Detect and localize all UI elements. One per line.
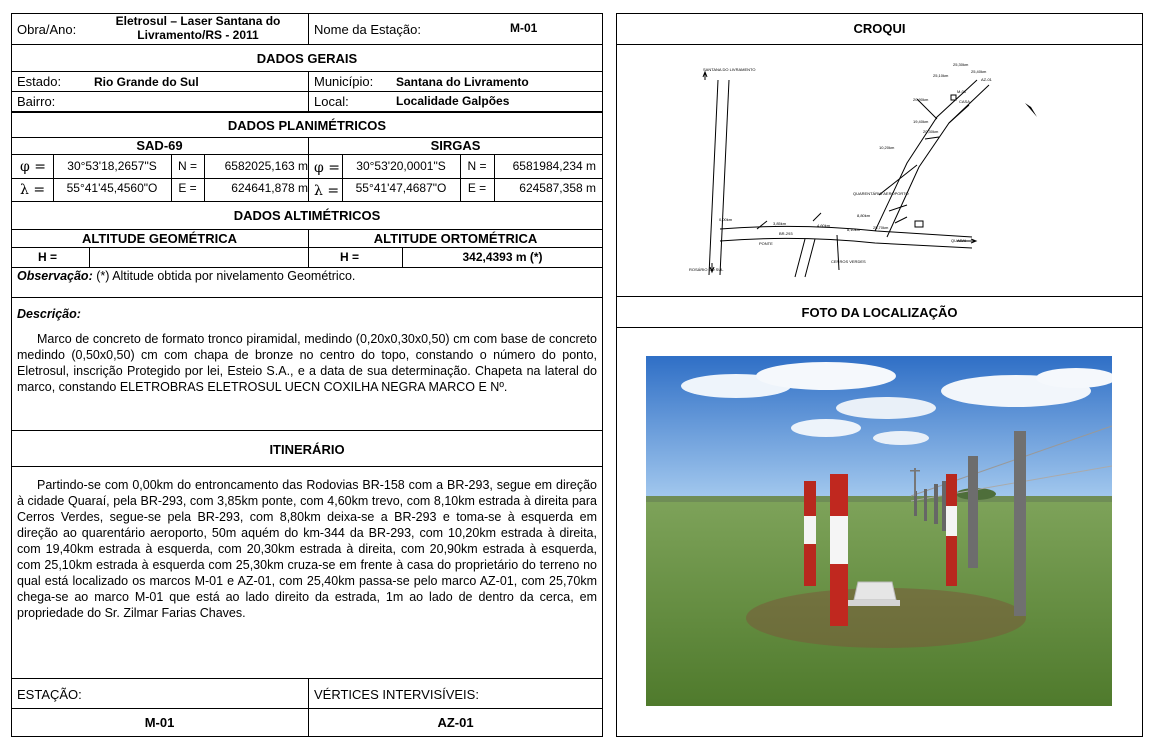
divider [11, 708, 603, 709]
sirgas-title: SIRGAS [430, 138, 481, 153]
footer-estacao-value: M-01 [144, 715, 175, 730]
croqui-label-quarai: QUARAI [951, 238, 967, 243]
planimetricos-title: DADOS PLANIMÉTRICOS [227, 118, 387, 133]
croqui-dist: 0,00km [719, 217, 733, 222]
municipio-value: Santana do Livramento [396, 75, 529, 89]
house-marker-icon [951, 95, 956, 100]
croqui-dist: 8,10km [847, 227, 861, 232]
divider [308, 137, 309, 201]
local-label: Local: [314, 94, 349, 109]
descricao-text: Marco de concreto de formato tronco piramidal, medindo (0,20x0,30x0,50) cm com base de concreto medindo (0,50x0,50) cm com chapa de bronze no centro do topo, constando o número do ponto, Eletrosul, inscrição Protegido por lei, Esteio S.A., e a data de sua determinação. Chapeta na lateral do marco, constando ELETROBRAS ELETROSUL UECN COXILHA NEGRA MARCO E Nº. [17, 332, 597, 394]
divider [11, 44, 603, 45]
ortometrica-h-value: 342,4393 m (*) [462, 250, 543, 264]
sirgas-phi-value: 30°53'20,0001"S [356, 159, 446, 173]
sirgas-lambda-label: λ = [314, 183, 340, 199]
sirgas-n-label: N = [467, 159, 487, 173]
divider [616, 327, 1143, 328]
observacao [17, 269, 355, 283]
footer-vertices-value: AZ-01 [437, 715, 474, 730]
divider [11, 229, 603, 230]
altimetricos-title: DADOS ALTIMÉTRICOS [233, 208, 381, 223]
municipio-label: Município: [314, 74, 374, 89]
sirgas-phi-label: φ = [314, 160, 340, 176]
sad-lambda-value: 55°41'45,4560"O [66, 181, 158, 195]
divider [89, 247, 90, 267]
itinerario-title: ITINERÁRIO [269, 442, 345, 457]
divider [11, 466, 603, 467]
croqui-sketch [617, 45, 1142, 295]
estacao-value: M-01 [510, 21, 538, 35]
obra-label: Obra/Ano: [17, 22, 77, 37]
divider [11, 297, 603, 298]
divider [11, 154, 603, 155]
croqui-dist: 8,80km [857, 213, 871, 218]
foto-title: FOTO DA LOCALIZAÇÃO [801, 305, 958, 320]
croqui-dist: 25,70km [873, 225, 889, 230]
divider [11, 91, 603, 92]
descricao-label-text: Descrição: [17, 307, 81, 321]
croqui-dist: 20,90km [913, 97, 929, 102]
sirgas-n-value: 6581984,234 m [512, 159, 596, 173]
itinerario-text: Partindo-se com 0,00km do entroncamento das Rodovias BR-158 com a BR-293, segue em direção à cidade Quaraí, pela BR-293, com 3,85km ponte, com 4,60km trevo, com 8,10km estrada à direita para Cerros Verdes, segue-se pela BR-293, com 8,80km deixa-se a BR-293 e toma-se à esquerda em direção ao quarentário aeroporto, 50m aquém do km-344 da BR-293, com 10,20km estrada à direita, com 19,40km estrada à esquerda, com 20,30km estrada à direita, com 20,90km estrada à esquerda, com 25,10km estrada à esquerda com 25,30km cruza-se em frente à casa do proprietário do terreno no qual está localizado os marcos M-01 e AZ-01, com 25,40km passa-se pelo marco AZ-01, com 25,70km chega-se ao marco M-01 que está ao lado direito da estrada, 1m ao lado de dentro da cerca, em propriedade do Sr. Zilmar Farias Chaves. [17, 478, 597, 620]
croqui-label-top: SANTANA DO LIVRAMENTO [703, 67, 756, 72]
local-value: Localidade Galpões [396, 94, 510, 108]
sad-n-value: 6582025,163 m [224, 159, 308, 173]
divider [308, 229, 309, 267]
sirgas-lambda-value: 55°41'47,4687"O [355, 181, 447, 195]
sirgas-e-value: 624587,358 m [519, 181, 596, 195]
croqui-title: CROQUI [853, 21, 906, 36]
croqui-label-ponte: PONTE [759, 241, 773, 246]
croqui-dist: 20,30km [923, 129, 939, 134]
ortometrica-h-label: H = [340, 250, 360, 264]
divider [11, 201, 603, 202]
croqui-dist: 19,40km [913, 119, 929, 124]
sad69-title: SAD-69 [136, 138, 183, 153]
croqui-dist: 25,30km [953, 62, 969, 67]
sad-e-value: 624641,878 m [231, 181, 308, 195]
croqui-label-quarentario: QUARENTÁRIO AEROPORTO [853, 191, 909, 196]
croqui-label-br: BR-293 [779, 231, 793, 236]
divider [11, 247, 603, 248]
divider [11, 267, 603, 268]
divider [11, 678, 603, 679]
croqui-dist: 25,40km [971, 69, 987, 74]
observacao-label: Observação: [17, 269, 93, 283]
dados-gerais-title: DADOS GERAIS [256, 51, 358, 66]
descricao-label [17, 307, 81, 321]
sad-phi-label: φ = [20, 159, 46, 175]
obra-line1: Eletrosul – Laser Santana do [115, 14, 281, 28]
geometrica-title: ALTITUDE GEOMÉTRICA [81, 231, 238, 246]
house-marker-icon [915, 221, 923, 227]
location-photo [646, 356, 1112, 706]
divider [11, 111, 603, 113]
croqui-dist: 3,85km [773, 221, 787, 226]
sad-n-label: N = [177, 159, 197, 173]
estacao-label: Nome da Estação: [314, 22, 421, 37]
footer-vertices-label: VÉRTICES INTERVISÍVEIS: [314, 687, 479, 702]
divider [616, 296, 1143, 297]
divider [11, 71, 603, 72]
sad-e-label: E = [178, 181, 197, 195]
croqui-label-bottom: ROSÁRIO DO SUL [689, 267, 724, 272]
geometrica-h-label: H = [38, 250, 58, 264]
croqui-label-m01: M-01 [957, 89, 967, 94]
croqui-label-casa: CASA [959, 99, 970, 104]
sad-lambda-label: λ = [20, 182, 46, 198]
croqui-label-az01: AZ-01 [981, 77, 992, 82]
croqui-dist: 4,60km [817, 223, 831, 228]
estado-label: Estado: [17, 74, 62, 89]
observacao-text: (*) Altitude obtida por nivelamento Geométrico. [96, 269, 356, 283]
obra-value [96, 14, 300, 42]
obra-line2: Livramento/RS - 2011 [137, 28, 259, 42]
croqui-label-cerros: CERROS VERDES [831, 259, 866, 264]
footer-estacao-label: ESTAÇÃO: [17, 687, 82, 702]
divider [11, 178, 603, 179]
divider [308, 13, 309, 44]
estado-value: Rio Grande do Sul [94, 75, 199, 89]
divider [11, 430, 603, 431]
sad-phi-value: 30°53'18,2657"S [67, 159, 157, 173]
sirgas-e-label: E = [467, 181, 487, 195]
bairro-label: Bairro: [17, 94, 56, 109]
croqui-dist: 10,20km [879, 145, 895, 150]
north-arrow-icon [1025, 103, 1037, 117]
ortometrica-title: ALTITUDE ORTOMÉTRICA [373, 231, 538, 246]
croqui-dist: 25,10km [933, 73, 949, 78]
